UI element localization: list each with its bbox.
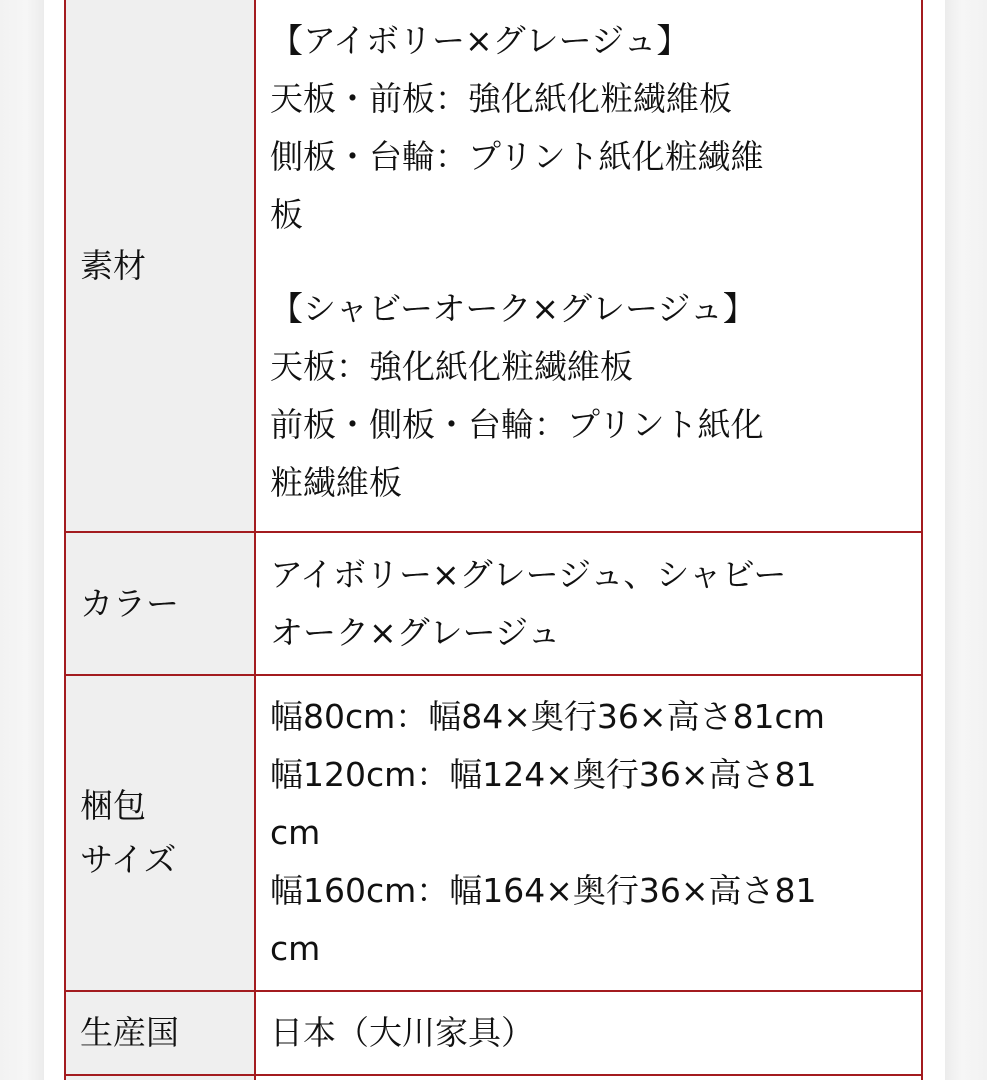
spec-value-package-size: [255, 675, 922, 991]
spec-value-origin: 日本（大川家具）: [255, 991, 922, 1075]
package-size-line: 幅80cm：幅84×奥行36×高さ81cm: [270, 697, 825, 736]
material-line: 天板：強化紙化粧繊維板: [270, 347, 633, 386]
spec-value-next-partial: [255, 1075, 922, 1080]
spec-row-next-partial: [65, 1075, 922, 1080]
color-line: アイボリー×グレージュ、シャビー: [270, 554, 787, 594]
package-size-label-line: 梱包: [80, 786, 146, 825]
package-size-label-line: サイズ: [80, 840, 177, 879]
material-group-heading: 【アイボリー×グレージュ】: [270, 21, 690, 60]
spec-value-material: [255, 0, 922, 532]
spec-label-color: カラー: [65, 532, 255, 675]
material-line: 天板・前板：強化紙化粧繊維板: [270, 79, 732, 118]
spec-row-origin: [65, 991, 922, 1075]
package-size-line: 幅160cm：幅164×奥行36×高さ81: [270, 871, 817, 910]
material-line: 側板・台輪：プリント紙化粧繊維: [270, 137, 764, 176]
spec-label-package-size: [65, 675, 255, 991]
spec-label-origin: 生産国: [65, 991, 255, 1075]
product-spec-table: [64, 0, 923, 1080]
package-size-line: 幅120cm：幅124×奥行36×高さ81: [270, 755, 817, 794]
spec-row-color: [65, 532, 922, 675]
material-line: 前板・側板・台輪：プリント紙化: [270, 405, 764, 444]
material-group-heading: 【シャビーオーク×グレージュ】: [270, 289, 756, 328]
page-margin-left: [0, 0, 44, 1080]
spec-row-package-size: [65, 675, 922, 991]
color-line: オーク×グレージュ: [270, 612, 561, 652]
material-line: 板: [270, 195, 303, 234]
page-margin-right: [945, 0, 987, 1080]
spec-value-color: [255, 532, 922, 675]
spec-label-next-partial: [65, 1075, 255, 1080]
material-line: 粧繊維板: [270, 463, 402, 502]
package-size-line: cm: [270, 813, 321, 852]
spec-label-material: 素材: [65, 0, 255, 532]
spec-row-material: [65, 0, 922, 532]
package-size-line: cm: [270, 929, 321, 968]
material-group-spacer: [270, 244, 911, 280]
